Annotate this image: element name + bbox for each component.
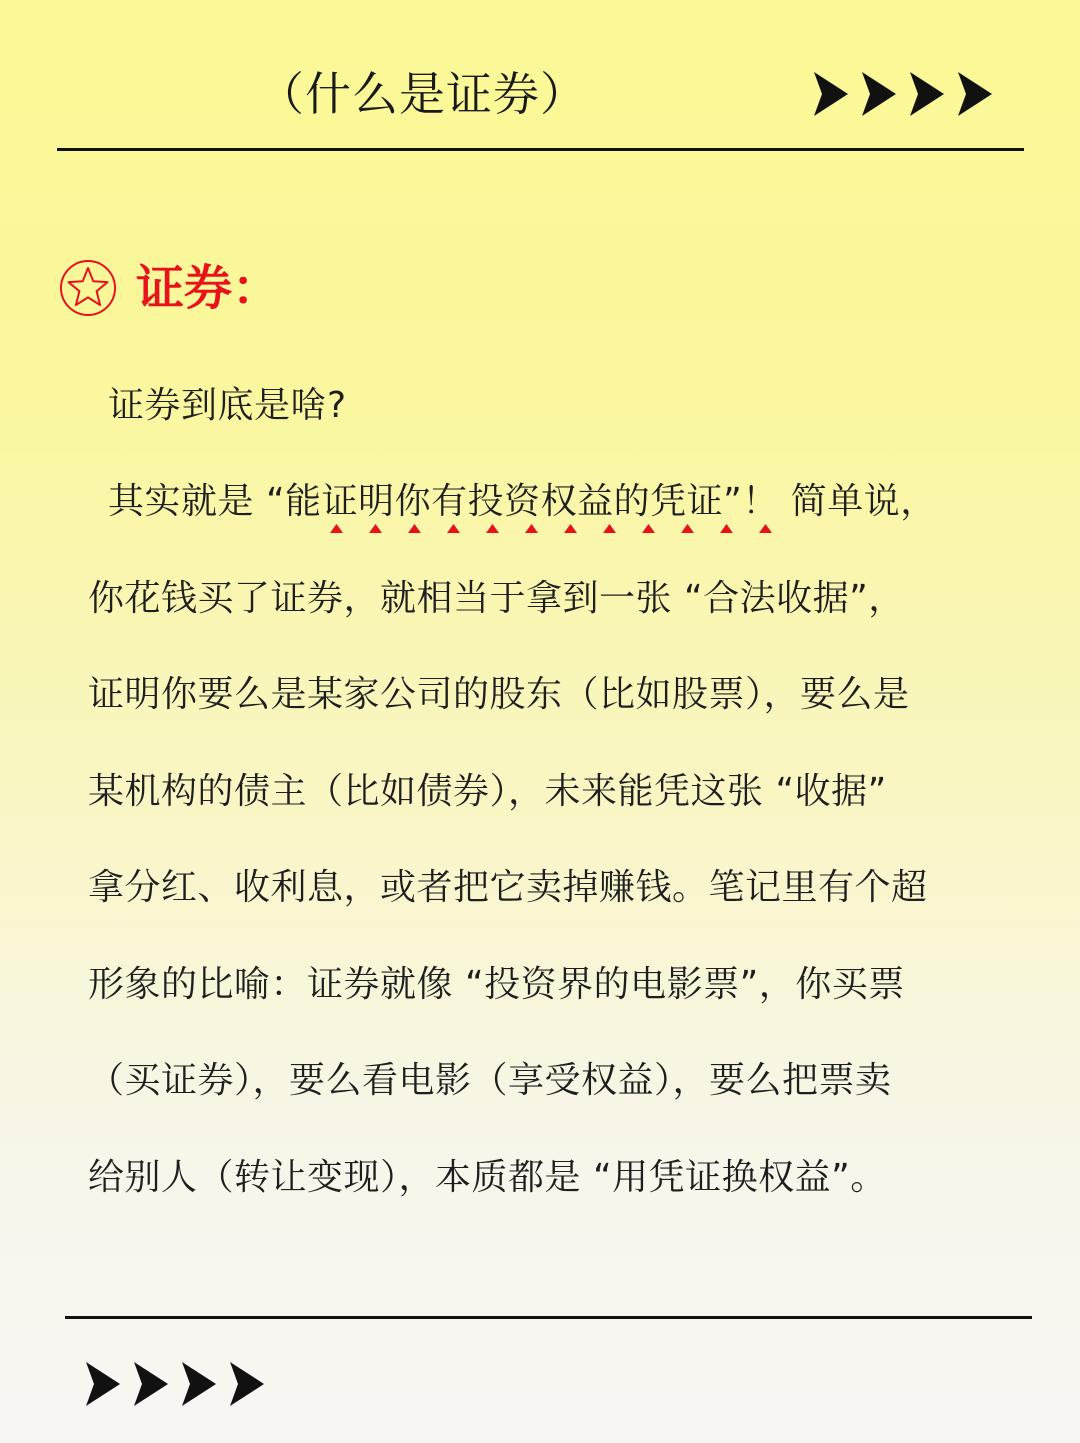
play-arrow-icon [180,1360,218,1408]
emphasis-dot-icon [486,524,499,533]
emphasis-dot-icon [603,524,616,533]
play-arrow-icon [860,70,898,118]
header-divider [57,148,1024,151]
section-heading [58,258,280,318]
body-line-7: （买证券），要么看电影（享受权益），要么把票卖 [88,1060,892,1101]
emphasis-dot-icon [759,524,772,533]
emphasis-dot-icon [564,524,577,533]
play-arrow-icon [132,1360,170,1408]
question-line: 证券到底是啥? [108,385,347,426]
body-line-1 [108,478,937,526]
star-circle-icon [58,258,118,318]
body-line-5: 拿分红、收利息，或者把它卖掉赚钱。笔记里有个超 [88,867,928,908]
play-arrow-icon [908,70,946,118]
play-arrow-icon [956,70,994,118]
emphasis-dot-icon [447,524,460,533]
play-arrow-icon [228,1360,266,1408]
play-arrow-icon [812,70,850,118]
emphasis-dot-icon [408,524,421,533]
line1-before: 其实就是 “ [108,481,286,522]
footer-divider [65,1316,1032,1319]
header-arrows [812,70,994,118]
play-arrow-icon [84,1360,122,1408]
body-line-3: 证明你要么是某家公司的股东（比如股票），要么是 [88,674,910,715]
footer-arrows [84,1360,266,1408]
emphasis-dots [330,524,772,533]
body-line-6: 形象的比喻：证券就像 “投资界的电影票”，你买票 [88,964,905,1005]
body-line-4: 某机构的债主（比如债券），未来能凭这张 “收据” [88,771,887,812]
body-line-2: 你花钱买了证券，就相当于拿到一张 “合法收据”， [88,578,905,619]
page-title: （什么是证券） [258,67,587,121]
section-label: 证券： [136,260,281,316]
body-line-8: 给别人（转让变现），本质都是 “用凭证换权益”。 [88,1157,887,1198]
emphasis-dot-icon [525,524,538,533]
emphasis-dot-icon [330,524,343,533]
emphasis-dot-icon [369,524,382,533]
emphasis-dot-icon [642,524,655,533]
highlighted-phrase: 能证明你有投资权益的凭证 [285,481,724,522]
emphasis-dot-icon [720,524,733,533]
emphasis-dot-icon [681,524,694,533]
line1-after: ”！ 简单说， [723,481,937,522]
